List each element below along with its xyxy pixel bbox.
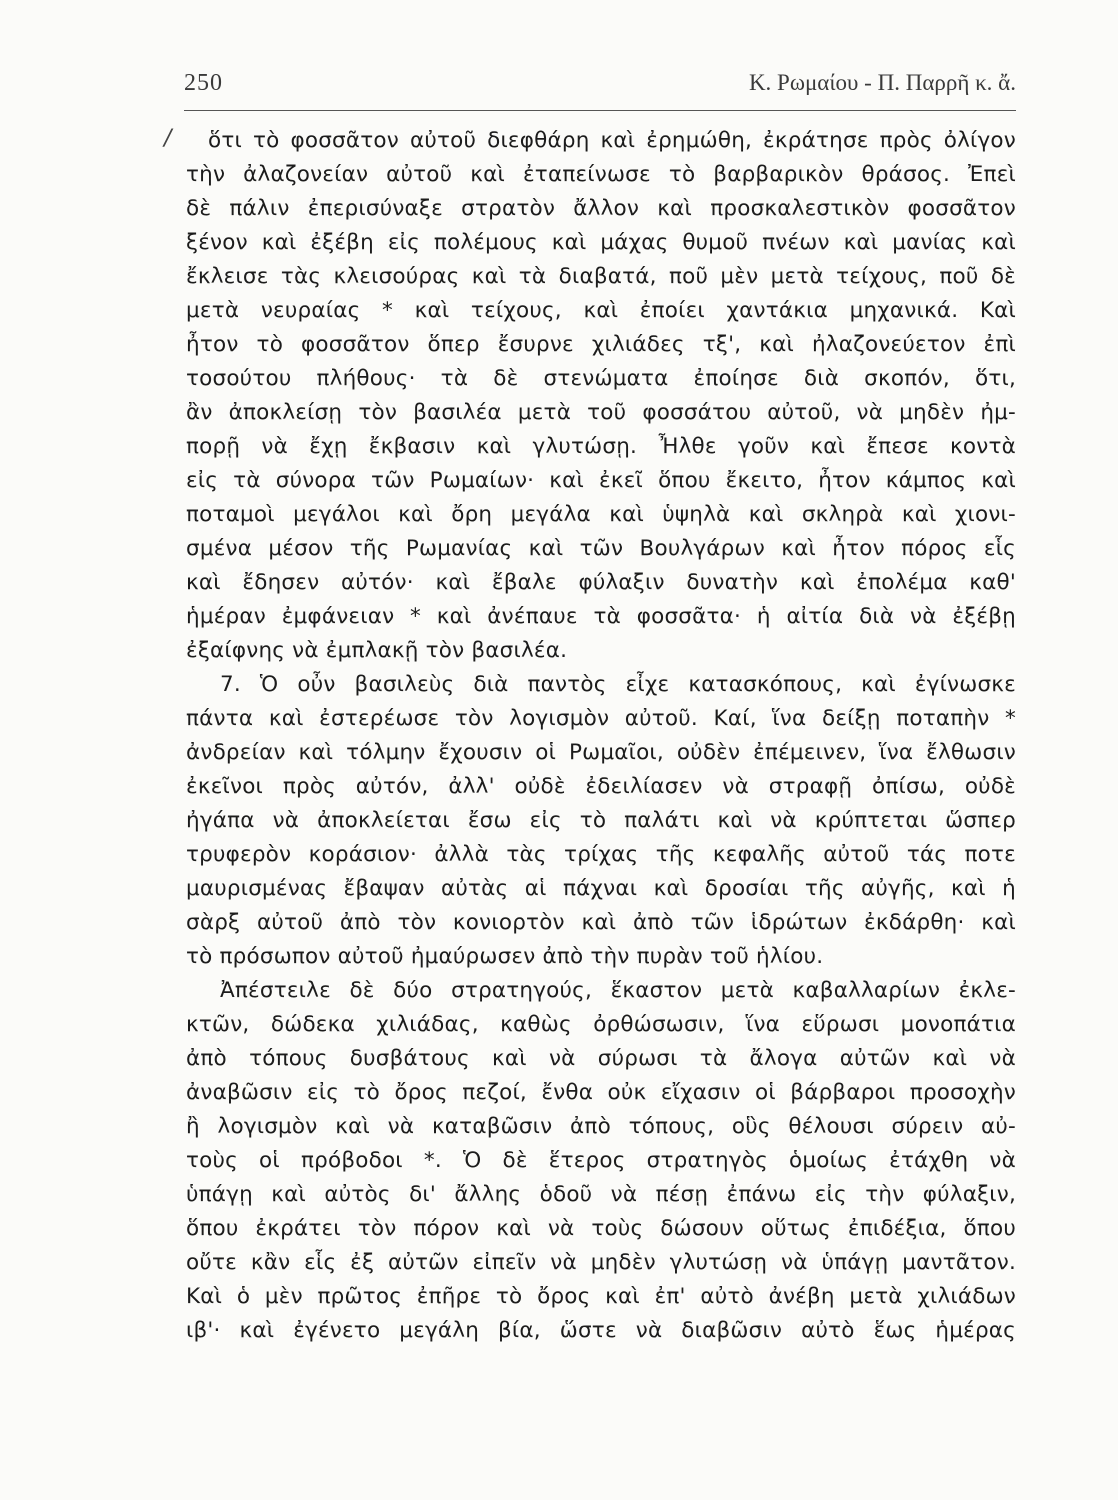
text-line: ἀπὸ τόπους δυσβάτους καὶ νὰ σύρωσι τὰ ἄλογα αὐτῶν καὶ νὰ — [186, 1046, 1016, 1071]
page-header — [184, 70, 1016, 110]
text-line: καὶ ἔδησεν αὐτόν· καὶ ἔβαλε φύλαξιν δυνατὴν καὶ ἐπολέμα καθ' — [186, 570, 1016, 595]
text-line: ἦτον τὸ φοσσᾶτον ὅπερ ἔσυρνε χιλιάδες τξ', καὶ ἠλαζονεύετον ἐπὶ — [186, 332, 1016, 357]
text-line: τὸ πρόσωπον αὐτοῦ ἠμαύρωσεν ἀπὸ τὴν πυρὰν τοῦ ἡλίου. — [186, 944, 824, 969]
text-line: ἀνδρείαν καὶ τόλμην ἔχουσιν οἱ Ρωμαῖοι, οὐδὲν ἐπέμεινεν, ἵνα ἔλθωσιν — [186, 740, 1016, 765]
text-line: τὴν ἀλαζονείαν αὐτοῦ καὶ ἐταπείνωσε τὸ βαρβαρικὸν θράσος. Ἐπεὶ — [186, 162, 1016, 187]
running-head: Κ. Ρωμαίου - Π. Παρρῆ κ. ἄ. — [748, 70, 1016, 95]
text-line: σμένα μέσον τῆς Ρωμανίας καὶ τῶν Βουλγάρων καὶ ἦτον πόρος εἷς — [186, 536, 1016, 561]
text-line: οὔτε κἂν εἷς ἐξ αὐτῶν εἰπεῖν νὰ μηδὲν γλυτώσῃ νὰ ὑπάγῃ μαντᾶτον. — [186, 1250, 1016, 1275]
text-line: ἢ λογισμὸν καὶ νὰ καταβῶσιν ἀπὸ τόπους, οὓς θέλουσι σύρειν αὐ- — [186, 1114, 1016, 1139]
text-line: ἀναβῶσιν εἰς τὸ ὄρος πεζοί, ἔνθα οὐκ εἴχασιν οἱ βάρβαροι προσοχὴν — [186, 1080, 1016, 1105]
text-line: εἰς τὰ σύνορα τῶν Ρωμαίων· καὶ ἐκεῖ ὅπου ἔκειτο, ἦτον κάμπος καὶ — [186, 468, 1016, 493]
text-line: ξένον καὶ ἐξέβη εἰς πολέμους καὶ μάχας θυμοῦ πνέων καὶ μανίας καὶ — [186, 230, 1016, 255]
body-text — [186, 124, 1016, 1348]
text-line: Ἀπέστειλε δὲ δύο στρατηγούς, ἕκαστον μετὰ καβαλλαρίων ἐκλε- — [220, 978, 1016, 1003]
page-number: 250 — [184, 70, 223, 96]
text-line: ἠγάπα νὰ ἀποκλείεται ἔσω εἰς τὸ παλάτι καὶ νὰ κρύπτεται ὥσπερ — [186, 808, 1016, 833]
text-line: δὲ πάλιν ἐπερισύναξε στρατὸν ἄλλον καὶ προσκαλεστικὸν φοσσᾶτον — [186, 196, 1016, 221]
text-line: ἐκεῖνοι πρὸς αὐτόν, ἀλλ' οὐδὲ ἐδειλίασεν νὰ στραφῇ ὀπίσω, οὐδὲ — [186, 774, 1016, 799]
header-rule — [184, 110, 1016, 111]
text-line: τοὺς οἱ πρόβοδοι *. Ὁ δὲ ἕτερος στρατηγὸς ὁμοίως ἐτάχθη νὰ — [186, 1148, 1016, 1173]
text-line: ὅτι τὸ φοσσᾶτον αὐτοῦ διεφθάρη καὶ ἐρημώθη, ἐκράτησε πρὸς ὀλίγον — [208, 128, 1016, 153]
text-line: ιβ'· καὶ ἐγένετο μεγάλη βία, ὥστε νὰ διαβῶσιν αὐτὸ ἕως ἡμέρας — [186, 1318, 1016, 1343]
text-line: ὅπου ἐκράτει τὸν πόρον καὶ νὰ τοὺς δώσουν οὕτως ἐπιδέξια, ὅπου — [186, 1216, 1016, 1241]
text-line: σὰρξ αὐτοῦ ἀπὸ τὸν κονιορτὸν καὶ ἀπὸ τῶν ἱδρώτων ἐκδάρθη· καὶ — [186, 910, 1016, 935]
text-line: ἔκλεισε τὰς κλεισούρας καὶ τὰ διαβατά, ποῦ μὲν μετὰ τείχους, ποῦ δὲ — [186, 264, 1016, 289]
text-line: τοσούτου πλήθους· τὰ δὲ στενώματα ἐποίησε διὰ σκοπόν, ὅτι, — [186, 366, 1016, 391]
text-line: πάντα καὶ ἐστερέωσε τὸν λογισμὸν αὐτοῦ. Καί, ἵνα δείξῃ ποταπὴν * — [186, 706, 1016, 731]
text-line: πορῇ νὰ ἔχῃ ἔκβασιν καὶ γλυτώσῃ. Ἦλθε γοῦν καὶ ἔπεσε κοντὰ — [186, 434, 1016, 459]
text-line: Καὶ ὁ μὲν πρῶτος ἐπῆρε τὸ ὄρος καὶ ἐπ' αὐτὸ ἀνέβη μετὰ χιλιάδων — [186, 1284, 1016, 1309]
text-line: τρυφερὸν κοράσιον· ἀλλὰ τὰς τρίχας τῆς κεφαλῆς αὐτοῦ τάς ποτε — [186, 842, 1016, 867]
text-line: μαυρισμένας ἔβαψαν αὐτὰς αἱ πάχναι καὶ δροσίαι τῆς αὐγῆς, καὶ ἡ — [186, 876, 1016, 901]
margin-mark: / — [164, 126, 172, 151]
text-line: ἐξαίφνης νὰ ἐμπλακῇ τὸν βασιλέα. — [186, 638, 568, 663]
text-line: ἡμέραν ἐμφάνειαν * καὶ ἀνέπαυε τὰ φοσσᾶτα· ἡ αἰτία διὰ νὰ ἐξέβῃ — [186, 604, 1016, 629]
text-line: μετὰ νευραίας * καὶ τείχους, καὶ ἐποίει χαντάκια μηχανικά. Καὶ — [186, 298, 1016, 323]
text-line: κτῶν, δώδεκα χιλιάδας, καθὼς ὀρθώσωσιν, ἵνα εὕρωσι μονοπάτια — [186, 1012, 1016, 1037]
text-line: ὑπάγῃ καὶ αὐτὸς δι' ἄλλης ὁδοῦ νὰ πέσῃ ἐπάνω εἰς τὴν φύλαξιν, — [186, 1182, 1016, 1207]
text-line: 7. Ὁ οὖν βασιλεὺς διὰ παντὸς εἶχε κατασκόπους, καὶ ἐγίνωσκε — [220, 672, 1016, 697]
text-line: ἂν ἀποκλείσῃ τὸν βασιλέα μετὰ τοῦ φοσσάτου αὐτοῦ, νὰ μηδὲν ἠμ- — [186, 400, 1016, 425]
text-line: ποταμοὶ μεγάλοι καὶ ὄρη μεγάλα καὶ ὑψηλὰ καὶ σκληρὰ καὶ χιονι- — [186, 502, 1016, 527]
